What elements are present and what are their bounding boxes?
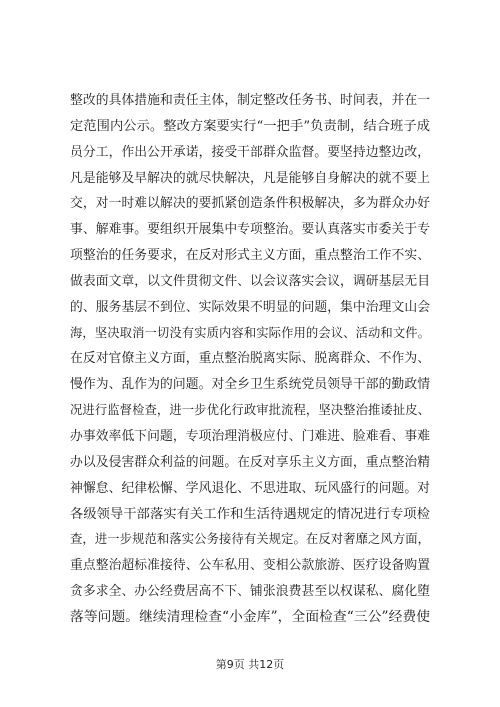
text-line: 慢作为、乱作为的问题。对全乡卫生系统党员领导干部的勤政情: [70, 377, 430, 393]
text-line: 做表面文章，以文件贯彻文件、以会议落实会议，调研基层无目: [70, 273, 430, 289]
text-line: 整改的具体措施和责任主体，制定整改任务书、时间表，并在一: [70, 93, 430, 108]
text-line: 员分工，作出公开承诺，接受干部群众监督。要坚持边整边改，: [70, 144, 430, 160]
text-line: 项整治的任务要求，在反对形式主义方面，重点整治工作不实、: [70, 248, 430, 264]
text-line: 况进行监督检查，进一步优化行政审批流程，坚决整治推诿扯皮、: [70, 403, 430, 418]
page-number-footer: 第9页 共12页: [215, 658, 285, 671]
text-line: 重点整治超标准接待、公车私用、变相公款旅游、医疗设备购置: [70, 558, 430, 574]
text-line: 查，进一步规范和落实公务接待有关规定。在反对奢靡之风方面，: [70, 532, 430, 547]
text-line: 交，对一时难以解决的要抓紧创造条件积极解决，多为群众办好: [70, 196, 430, 212]
text-line: 事、解难事。要组织开展集中专项整治。要认真落实市委关于专: [70, 222, 430, 238]
text-line: 海，坚决取消一切没有实质内容和实际作用的会议、活动和文件。: [70, 325, 430, 340]
text-line: 凡是能够及早解决的就尽快解决，凡是能够自身解决的就不要上: [70, 170, 430, 186]
text-line: 定范围内公示。整改方案要实行“一把手”负责制，结合班子成: [70, 118, 430, 134]
text-line: 各级领导干部落实有关工作和生活待遇规定的情况进行专项检: [70, 506, 430, 522]
body-paragraph: [70, 88, 430, 631]
text-line: 落等问题。继续清理检查“小金库”，全面检查“三公”经费使: [70, 608, 430, 625]
text-line: 办事效率低下问题，专项治理消极应付、门难进、脸难看、事难: [70, 428, 430, 444]
text-line: 贪多求全、办公经费居高不下、铺张浪费甚至以权谋私、腐化堕: [70, 584, 430, 600]
text-line: 在反对官僚主义方面，重点整治脱离实际、脱离群众、不作为、: [70, 351, 430, 367]
text-line: 神懈怠、纪律松懈、学风退化、不思进取、玩风盛行的问题。对: [70, 480, 430, 496]
text-line: 办以及侵害群众利益的问题。在反对享乐主义方面，重点整治精: [70, 454, 430, 470]
text-line: 的、服务基层不到位、实际效果不明显的问题，集中治理文山会: [70, 299, 430, 315]
